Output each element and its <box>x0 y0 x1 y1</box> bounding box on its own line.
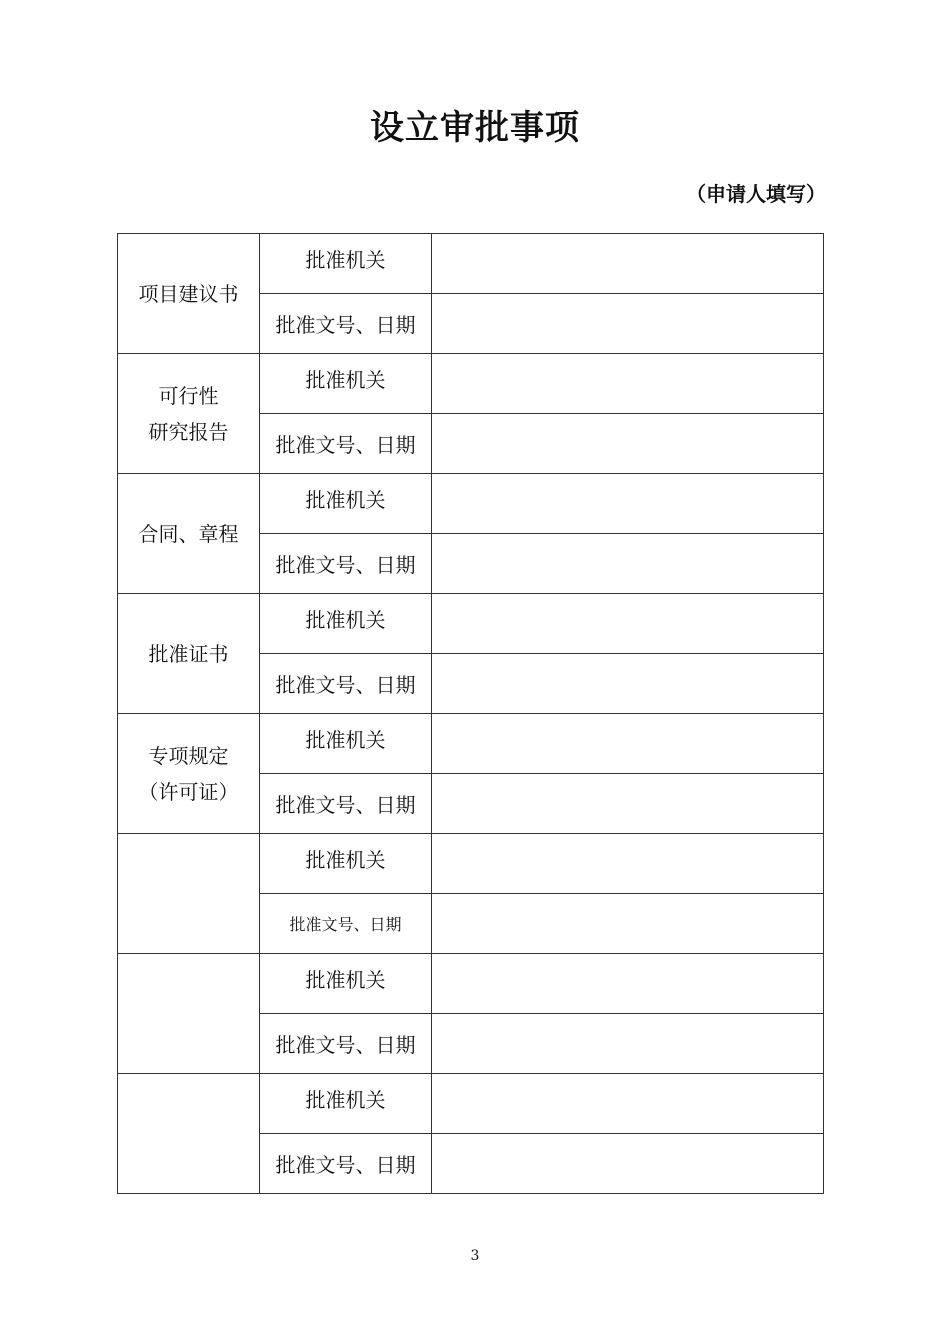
approval-item-line: 专项规定 <box>148 743 229 768</box>
approval-number-date-field[interactable] <box>432 894 824 954</box>
authority-label: 批准机关 <box>260 714 432 774</box>
approval-item-line: 合同、章程 <box>138 521 239 546</box>
table-row <box>118 714 824 774</box>
approval-number-date-label: 批准文号、日期 <box>260 1134 432 1194</box>
approval-number-date-field[interactable] <box>432 1014 824 1074</box>
approval-item-cell <box>118 834 260 954</box>
approval-item-name <box>139 276 239 312</box>
authority-field[interactable] <box>432 234 824 294</box>
authority-label: 批准机关 <box>260 834 432 894</box>
authority-field[interactable] <box>432 954 824 1014</box>
approval-number-date-field[interactable] <box>432 414 824 474</box>
authority-field[interactable] <box>432 714 824 774</box>
approval-number-date-label: 批准文号、日期 <box>260 294 432 354</box>
approval-number-date-field[interactable] <box>432 294 824 354</box>
approval-item-name <box>139 738 239 810</box>
authority-field[interactable] <box>432 354 824 414</box>
approval-items-table <box>117 233 824 1194</box>
approval-item-line: 可行性 <box>158 383 219 408</box>
approval-number-date-field[interactable] <box>432 1134 824 1194</box>
approval-number-date-label: 批准文号、日期 <box>260 894 432 954</box>
authority-label: 批准机关 <box>260 954 432 1014</box>
approval-number-date-field[interactable] <box>432 534 824 594</box>
authority-field[interactable] <box>432 1074 824 1134</box>
authority-label: 批准机关 <box>260 234 432 294</box>
approval-item-cell <box>118 714 260 834</box>
table-row <box>118 594 824 654</box>
table-row <box>118 474 824 534</box>
approval-number-date-label: 批准文号、日期 <box>260 654 432 714</box>
approval-item-cell <box>118 954 260 1074</box>
page-subtitle: （申请人填写） <box>686 182 826 206</box>
approval-item-name <box>149 636 229 672</box>
table-row <box>118 834 824 894</box>
authority-label: 批准机关 <box>260 594 432 654</box>
table-row <box>118 354 824 414</box>
page-title: 设立审批事项 <box>370 108 580 148</box>
authority-label: 批准机关 <box>260 354 432 414</box>
authority-field[interactable] <box>432 474 824 534</box>
authority-label: 批准机关 <box>260 1074 432 1134</box>
approval-item-line: 批准证书 <box>148 641 229 666</box>
approval-item-cell <box>118 234 260 354</box>
authority-field[interactable] <box>432 594 824 654</box>
approval-item-name <box>149 378 229 450</box>
table-row <box>118 1074 824 1134</box>
approval-number-date-field[interactable] <box>432 774 824 834</box>
approval-number-date-label: 批准文号、日期 <box>260 534 432 594</box>
approval-item-line: 项目建议书 <box>138 281 239 306</box>
approval-number-date-label: 批准文号、日期 <box>260 414 432 474</box>
approval-number-date-field[interactable] <box>432 654 824 714</box>
approval-item-cell <box>118 1074 260 1194</box>
table-row <box>118 234 824 294</box>
authority-field[interactable] <box>432 834 824 894</box>
page-number: 3 <box>470 1248 480 1264</box>
approval-item-line: （许可证） <box>138 779 239 804</box>
approval-item-name <box>139 516 239 552</box>
approval-item-cell <box>118 354 260 474</box>
table-row <box>118 954 824 1014</box>
approval-number-date-label: 批准文号、日期 <box>260 1014 432 1074</box>
approval-item-cell <box>118 594 260 714</box>
approval-item-cell <box>118 474 260 594</box>
authority-label: 批准机关 <box>260 474 432 534</box>
approval-number-date-label: 批准文号、日期 <box>260 774 432 834</box>
approval-item-line: 研究报告 <box>148 419 229 444</box>
